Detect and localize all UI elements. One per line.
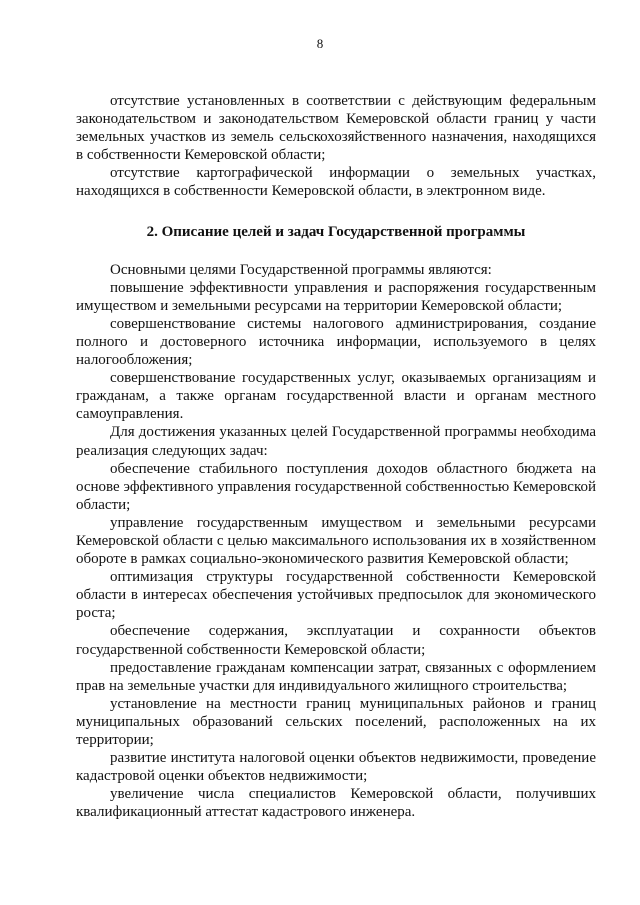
paragraph: совершенствование системы налогового администрирования, создание полного и достоверного источника информации, используемого в целях налогообложения; bbox=[76, 315, 596, 369]
paragraph: повышение эффективности управления и распоряжения государственным имуществом и земельными ресурсами на территории Кемеровской области; bbox=[76, 279, 596, 314]
paragraph: предоставление гражданам компенсации затрат, связанных с оформлением прав на земельные участки для индивидуального жилищного строительства; bbox=[76, 659, 596, 694]
paragraph: Основными целями Государственной программы являются: bbox=[110, 261, 492, 278]
paragraph: отсутствие картографической информации о земельных участках, находящихся в собственности Кемеровской области, в электронном виде. bbox=[76, 165, 596, 200]
paragraph: Для достижения указанных целей Государственной программы необходима реализация следующих задач: bbox=[76, 424, 596, 459]
document-body bbox=[76, 92, 596, 821]
paragraph: отсутствие установленных в соответствии с действующим федеральным законодательством и законодательством Кемеровской области границ у части земельных участков из земель сельскохозяйственного назначения, находящихся в собственности Кемеровской области; bbox=[76, 93, 596, 164]
paragraph: совершенствование государственных услуг, оказываемых организациям и гражданам, а также органам государственной власти и органам местного самоуправления. bbox=[76, 370, 596, 423]
paragraph: управление государственным имуществом и земельными ресурсами Кемеровской области с целью максимального использования их в хозяйственном обороте в рамках социально-экономического развития Кемеровской области; bbox=[76, 514, 596, 568]
paragraph: обеспечение стабильного поступления доходов областного бюджета на основе эффективного управления государственной собственностью Кемеровской области; bbox=[76, 460, 596, 513]
section-heading: 2. Описание целей и задач Государственной программы bbox=[146, 223, 526, 240]
paragraph: установление на местности границ муниципальных районов и границ муниципальных образований сельских поселений, расположенных на их территории; bbox=[76, 695, 596, 748]
paragraph: обеспечение содержания, эксплуатации и сохранности объектов государственной собственности Кемеровской области; bbox=[76, 623, 596, 658]
page-number: 8 bbox=[316, 36, 324, 51]
paragraph: увеличение числа специалистов Кемеровской области, получивших квалификационный аттестат кадастрового инженера. bbox=[76, 786, 596, 821]
paragraph: развитие института налоговой оценки объектов недвижимости, проведение кадастровой оценки объектов недвижимости; bbox=[76, 750, 596, 785]
paragraph: оптимизация структуры государственной собственности Кемеровской области в интересах обеспечения устойчивых предпосылок для экономического роста; bbox=[76, 569, 596, 622]
